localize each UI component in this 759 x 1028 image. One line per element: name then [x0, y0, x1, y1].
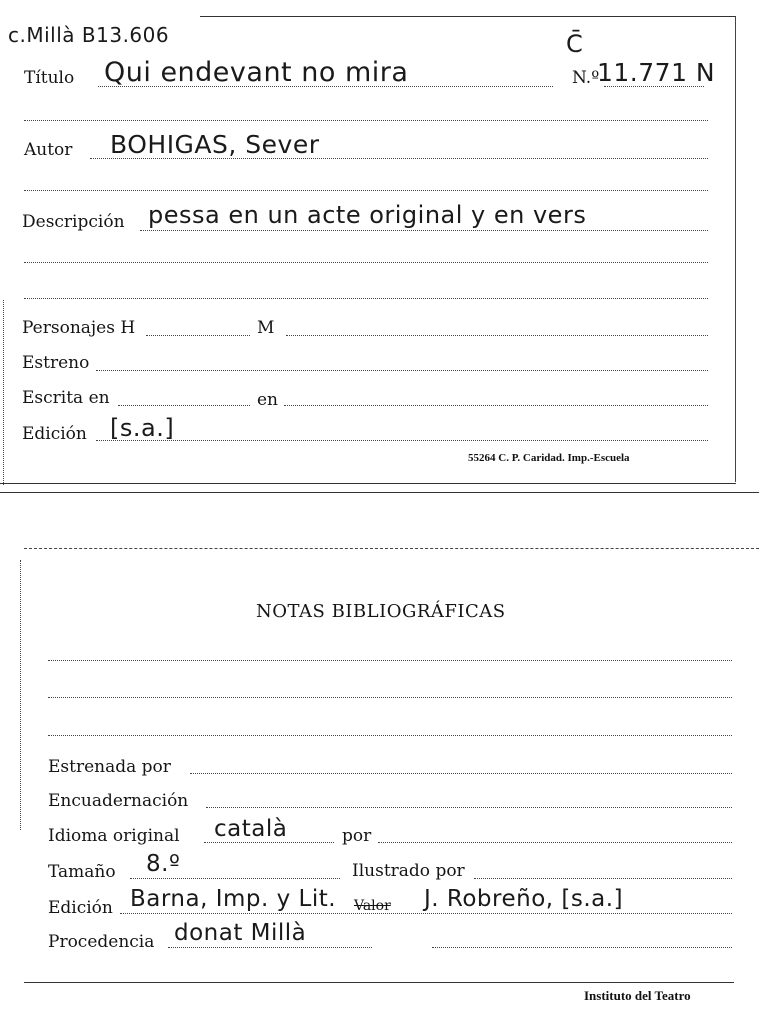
titulo-label: Título	[24, 68, 75, 88]
idioma-line	[204, 842, 334, 843]
card2-bottom-border	[24, 982, 734, 983]
notas-line-2	[48, 697, 732, 698]
procedencia-line-2	[432, 947, 732, 948]
descripcion-value: pessa en un acte original y en vers	[148, 201, 587, 229]
card1-right-border	[735, 16, 736, 482]
edicion2-value-1: Barna, Imp. y Lit.	[130, 886, 337, 912]
idioma-label: Idioma original	[48, 826, 180, 846]
procedencia-value: donat Millà	[174, 920, 307, 946]
edicion2-label: Edición	[48, 898, 113, 918]
card2-footer: Instituto del Teatro	[584, 988, 691, 1003]
tamano-label: Tamaño	[48, 862, 116, 882]
edicion-line	[96, 440, 708, 441]
titulo-extra-line	[24, 120, 708, 121]
corner-note: c.Millà B13.606	[8, 23, 170, 47]
tamano-line	[130, 878, 340, 879]
ilustrado-label: Ilustrado por	[352, 861, 465, 881]
printer-imprint: 55264 C. P. Caridad. Imp.-Escuela	[468, 452, 630, 464]
card1-bottom-border	[0, 483, 736, 484]
card2-left-border	[20, 560, 21, 830]
numero-value: 11.771 N	[597, 58, 716, 87]
edicion-value: [s.a.]	[110, 414, 175, 442]
encuadernacion-label: Encuadernación	[48, 791, 189, 811]
idioma-value: català	[214, 816, 288, 842]
ilustrado-line	[474, 878, 732, 879]
edicion2-value-2: J. Robreño, [s.a.]	[424, 886, 624, 912]
numero-label: N.º	[572, 68, 600, 88]
personajes-m-label: M	[257, 318, 275, 338]
encuadernacion-line	[206, 807, 732, 808]
descripcion-label: Descripción	[22, 212, 125, 232]
notas-line-1	[48, 660, 732, 661]
notas-line-3	[48, 735, 732, 736]
por-label: por	[342, 826, 372, 846]
estrenada-line	[190, 773, 732, 774]
procedencia-line	[168, 947, 372, 948]
personajes-h-line	[146, 335, 250, 336]
procedencia-label: Procedencia	[48, 932, 155, 952]
autor-value: BOHIGAS, Sever	[110, 130, 320, 159]
estreno-label: Estreno	[22, 353, 90, 373]
estrenada-label: Estrenada por	[48, 757, 171, 777]
edicion-label: Edición	[22, 424, 87, 444]
card1-top-border	[200, 16, 735, 17]
escrita-en-label: en	[257, 390, 279, 410]
escrita-line	[118, 405, 250, 406]
personajes-label: Personajes H	[22, 318, 136, 338]
notas-heading: NOTAS BIBLIOGRÁFICAS	[256, 601, 506, 622]
escrita-label: Escrita en	[22, 388, 110, 408]
autor-label: Autor	[24, 140, 73, 160]
descripcion-line-3	[24, 298, 708, 299]
autor-extra-line	[24, 190, 708, 191]
escrita-en-line	[284, 405, 708, 406]
por-line	[378, 842, 732, 843]
edicion2-struck-label: Valor	[354, 898, 391, 914]
edicion2-line	[120, 913, 732, 914]
tamano-value: 8.º	[146, 851, 181, 877]
titulo-value: Qui endevant no mira	[104, 57, 409, 88]
estreno-line	[96, 370, 708, 371]
personajes-m-line	[286, 335, 708, 336]
card-separator	[0, 492, 759, 493]
catalog-mark: C̄	[566, 30, 584, 58]
card2-top-border	[24, 548, 759, 549]
descripcion-line	[140, 230, 708, 231]
card1-left-border	[3, 300, 4, 485]
descripcion-line-2	[24, 262, 708, 263]
